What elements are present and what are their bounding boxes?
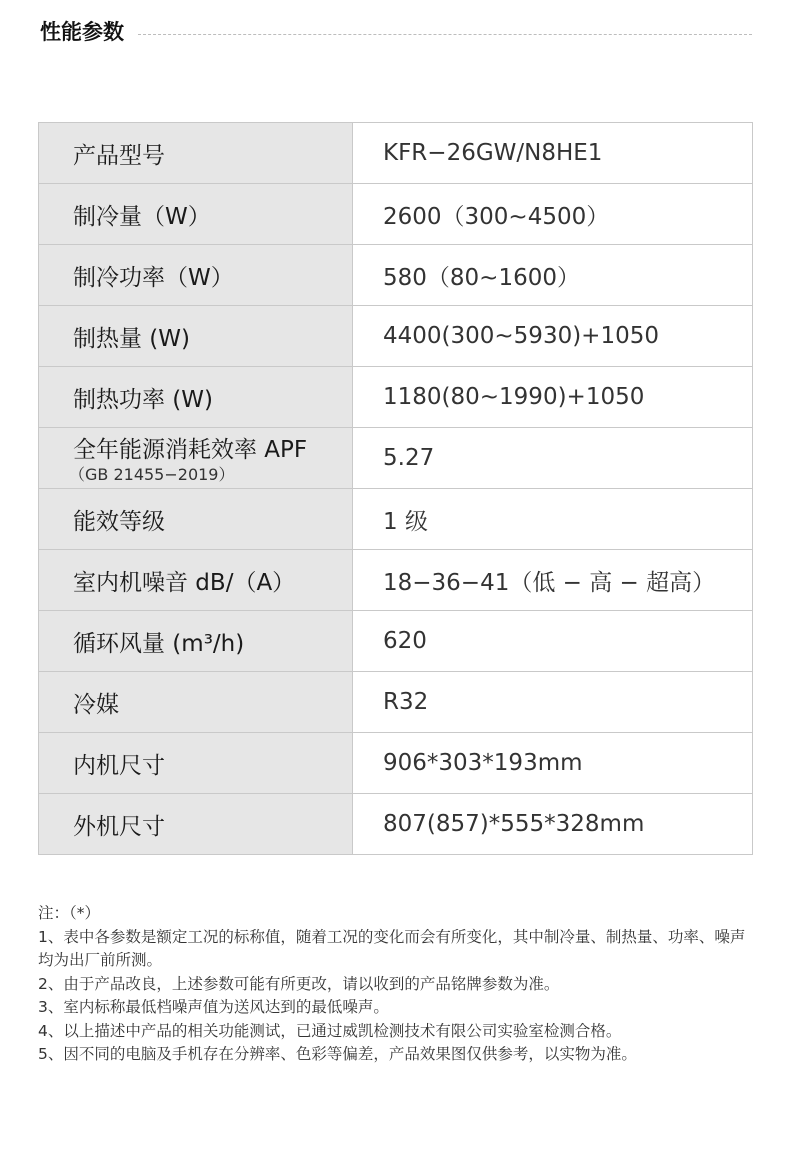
table-row	[39, 245, 753, 306]
table-row	[39, 306, 753, 367]
table-row	[39, 123, 753, 184]
dashed-divider	[138, 34, 752, 35]
table-row	[39, 367, 753, 428]
spec-value: 906*303*193mm	[353, 733, 753, 794]
spec-label: 制冷量（W）	[39, 184, 353, 245]
spec-label: 产品型号	[39, 123, 353, 184]
spec-table	[38, 122, 753, 855]
spec-value: R32	[353, 672, 753, 733]
spec-label-cell	[39, 428, 353, 489]
spec-label: 全年能源消耗效率 APF	[73, 437, 308, 463]
table-row	[39, 794, 753, 855]
table-row	[39, 550, 753, 611]
spec-value: 18−36−41（低 − 高 − 超高）	[353, 550, 753, 611]
spec-value: KFR−26GW/N8HE1	[353, 123, 753, 184]
note-item: 2、由于产品改良，上述参数可能有所更改，请以收到的产品铭牌参数为准。	[38, 974, 560, 993]
note-item: 5、因不同的电脑及手机存在分辨率、色彩等偏差，产品效果图仅供参考，以实物为准。	[38, 1045, 637, 1063]
spec-value: 580（80~1600）	[353, 245, 753, 306]
spec-label: 内机尺寸	[39, 733, 353, 794]
spec-label: 循环风量 (m³/h)	[39, 611, 353, 672]
spec-value: 620	[353, 611, 753, 672]
spec-value: 4400(300~5930)+1050	[353, 306, 753, 367]
section-header	[40, 14, 752, 48]
table-row	[39, 428, 753, 489]
table-row	[39, 733, 753, 794]
spec-label: 冷媒	[39, 672, 353, 733]
spec-label: 制冷功率（W）	[39, 245, 353, 306]
spec-sublabel: （GB 21455−2019）	[69, 465, 235, 484]
note-item: 4、以上描述中产品的相关功能测试，已通过威凯检测技术有限公司实验室检测合格。	[38, 1021, 622, 1040]
table-row	[39, 672, 753, 733]
spec-label: 外机尺寸	[39, 794, 353, 855]
spec-value: 1180(80~1990)+1050	[353, 367, 753, 428]
table-row	[39, 489, 753, 550]
spec-value: 807(857)*555*328mm	[383, 811, 645, 837]
spec-value: 5.27	[353, 428, 753, 489]
notes-section	[38, 902, 758, 1067]
table-row	[39, 611, 753, 672]
note-item: 3、室内标称最低档噪声值为送风达到的最低噪声。	[38, 998, 389, 1016]
note-item: 1、表中各参数是额定工况的标称值，随着工况的变化而会有所变化，其中制冷量、制热量、功率、噪声均为出厂前所测。	[38, 927, 746, 969]
spec-value: 2600（300~4500）	[353, 184, 753, 245]
section-title: 性能参数	[40, 20, 124, 44]
spec-label: 制热量 (W)	[39, 306, 353, 367]
spec-label: 制热功率 (W)	[39, 367, 353, 428]
notes-heading: 注：（*）	[38, 904, 101, 922]
spec-label: 室内机噪音 dB/（A）	[39, 550, 353, 611]
spec-label: 能效等级	[39, 489, 353, 550]
table-row	[39, 184, 753, 245]
spec-value: 1 级	[353, 489, 753, 550]
